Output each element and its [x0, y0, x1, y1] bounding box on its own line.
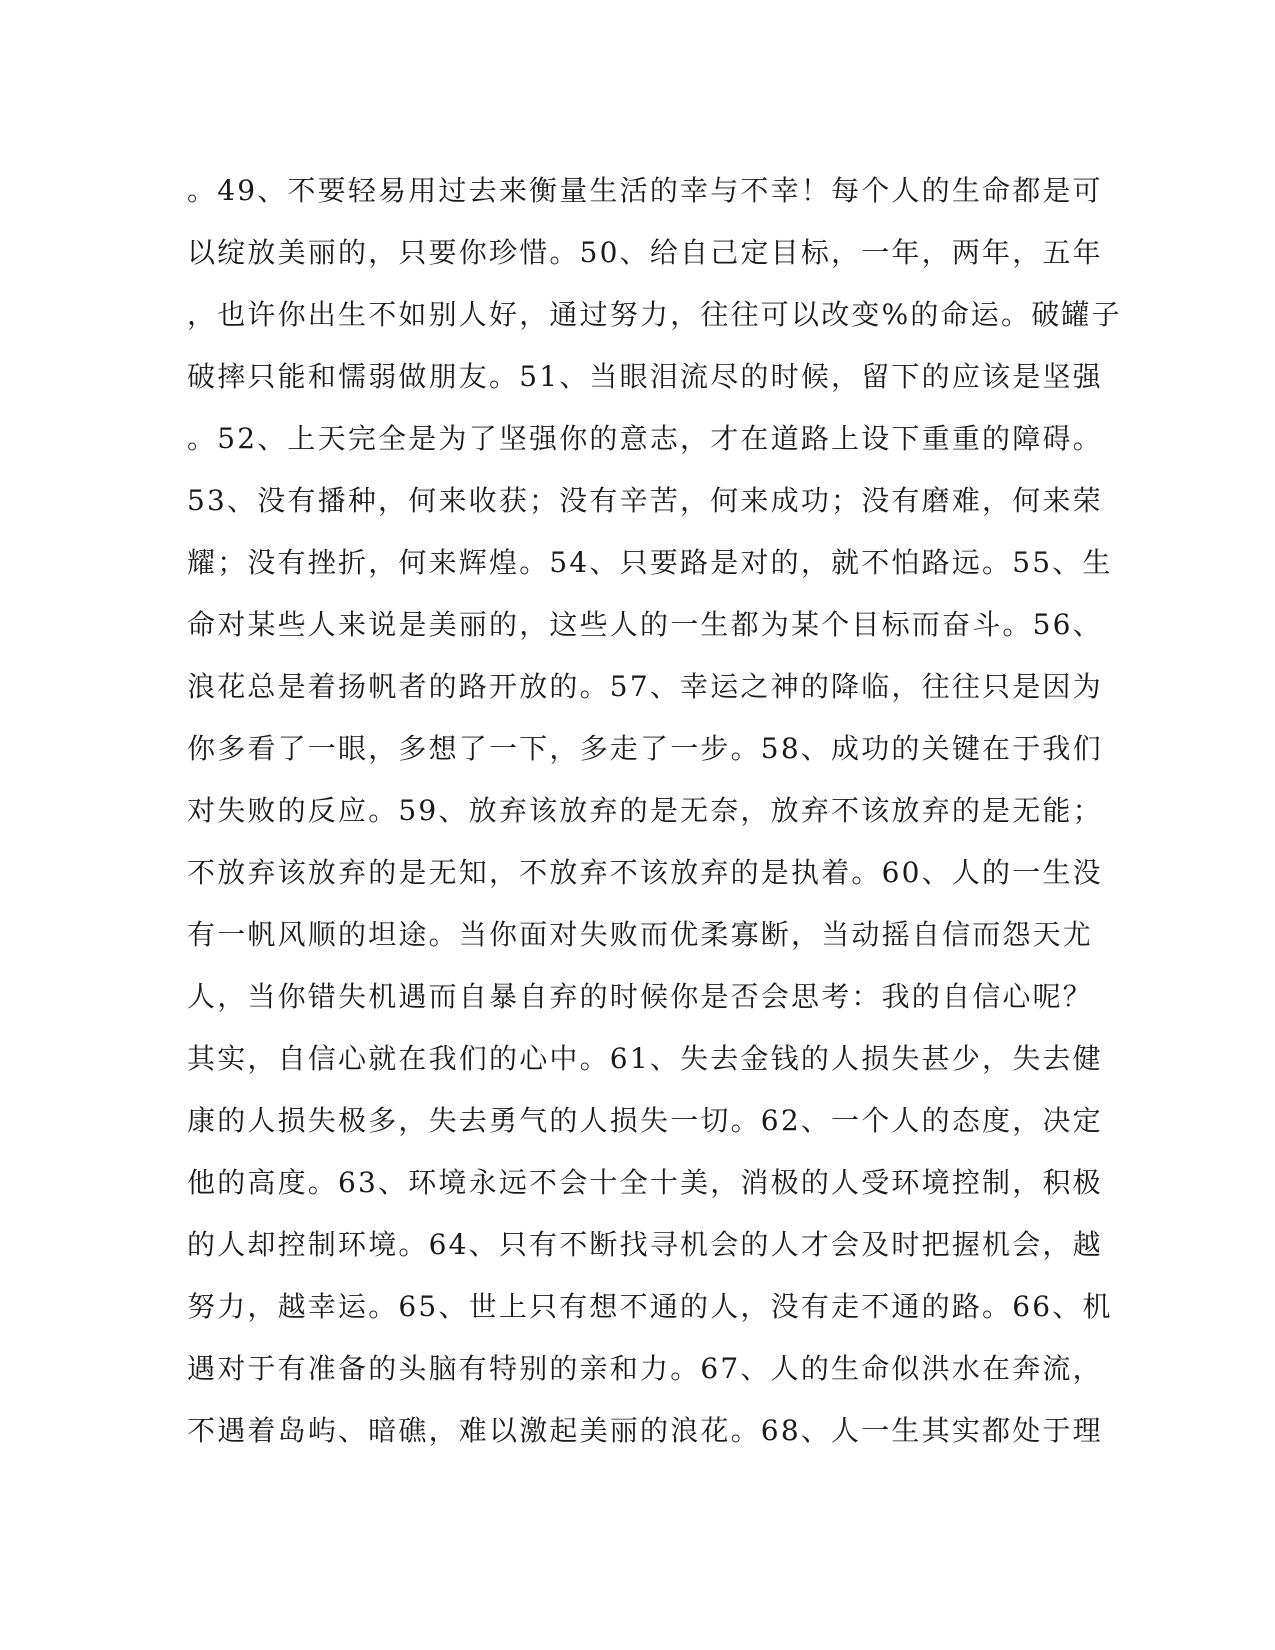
text-line: 他的高度。63、环境永远不会十全十美，消极的人受环境控制，积极	[187, 1166, 1103, 1199]
text-line: 人，当你错失机遇而自暴自弃的时候你是否会思考：我的自信心呢？	[187, 980, 1094, 1013]
text-line: 的人却控制环境。64、只有不断找寻机会的人才会及时把握机会，越	[187, 1228, 1103, 1261]
text-line: 以绽放美丽的，只要你珍惜。50、给自己定目标，一年，两年，五年	[187, 236, 1103, 269]
text-line: 53、没有播种，何来收获；没有辛苦，何来成功；没有磨难，何来荣	[187, 484, 1103, 517]
text-line: 不放弃该放弃的是无知，不放弃不该放弃的是执着。60、人的一生没	[187, 856, 1103, 889]
text-line: 努力，越幸运。65、世上只有想不通的人，没有走不通的路。66、机	[187, 1290, 1113, 1323]
text-line: 其实，自信心就在我们的心中。61、失去金钱的人损失甚少，失去健	[187, 1042, 1103, 1075]
text-line: 你多看了一眼，多想了一下，多走了一步。58、成功的关键在于我们	[187, 732, 1103, 765]
text-line: ，也许你出生不如别人好，通过努力，往往可以改变%的命运。破罐子	[187, 298, 1122, 331]
body-text	[187, 160, 1122, 1462]
text-line: 对失败的反应。59、放弃该放弃的是无奈，放弃不该放弃的是无能；	[187, 794, 1103, 827]
text-line: 康的人损失极多，失去勇气的人损失一切。62、一个人的态度，决定	[187, 1104, 1103, 1137]
text-line: 。52、上天完全是为了坚强你的意志，才在道路上设下重重的障碍。	[187, 422, 1103, 455]
text-line: 遇对于有准备的头脑有特别的亲和力。67、人的生命似洪水在奔流，	[187, 1352, 1103, 1385]
text-line: 破摔只能和懦弱做朋友。51、当眼泪流尽的时候，留下的应该是坚强	[187, 360, 1103, 393]
text-line: 。49、不要轻易用过去来衡量生活的幸与不幸！每个人的生命都是可	[187, 174, 1103, 207]
text-line: 浪花总是着扬帆者的路开放的。57、幸运之神的降临，往往只是因为	[187, 670, 1103, 703]
text-line: 有一帆风顺的坦途。当你面对失败而优柔寡断，当动摇自信而怨天尤	[187, 918, 1094, 951]
text-line: 命对某些人来说是美丽的，这些人的一生都为某个目标而奋斗。56、	[187, 608, 1103, 641]
text-line: 耀；没有挫折，何来辉煌。54、只要路是对的，就不怕路远。55、生	[187, 546, 1113, 579]
text-line: 不遇着岛屿、暗礁，难以激起美丽的浪花。68、人一生其实都处于理	[187, 1414, 1103, 1447]
